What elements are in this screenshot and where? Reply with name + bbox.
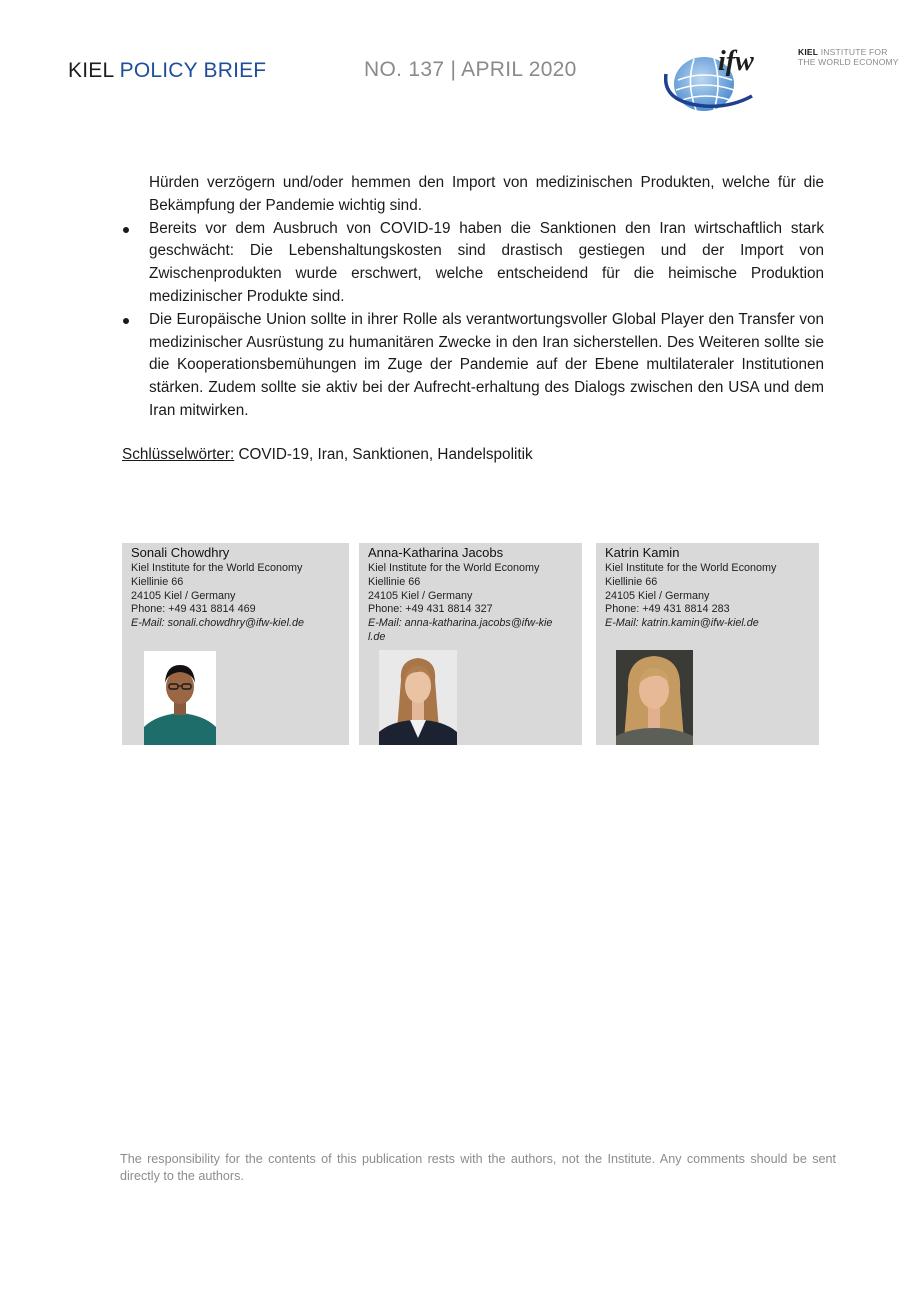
brand-prefix: KIEL xyxy=(68,59,114,82)
summary-bullets xyxy=(120,218,824,423)
keywords-label: Schlüsselwörter: xyxy=(122,446,235,463)
summary-body xyxy=(120,172,824,423)
author-contact xyxy=(605,562,805,631)
logo-line2: THE WORLD ECONOMY xyxy=(798,57,899,67)
list-item xyxy=(120,309,824,423)
author-card-kamin xyxy=(596,543,819,745)
list-item xyxy=(120,218,824,309)
author-name: Anna-Katharina Jacobs xyxy=(368,545,504,560)
author-card-chowdhry xyxy=(122,543,349,745)
bullet-icon xyxy=(123,318,129,324)
author-street: Kiellinie 66 xyxy=(131,575,184,588)
author-email[interactable]: E-Mail: sonali.chowdhry@ifw-kiel.de xyxy=(131,617,304,630)
bullet-icon xyxy=(123,227,129,233)
author-city: 24105 Kiel / Germany xyxy=(131,589,236,602)
author-card-jacobs xyxy=(359,543,582,745)
author-street: Kiellinie 66 xyxy=(605,575,658,588)
author-contact xyxy=(368,562,554,645)
author-institute: Kiel Institute for the World Economy xyxy=(368,562,540,574)
author-contact xyxy=(131,562,331,631)
author-street: Kiellinie 66 xyxy=(368,575,421,588)
author-institute: Kiel Institute for the World Economy xyxy=(131,562,303,574)
keywords xyxy=(122,446,533,464)
issue-number: NO. 137 | APRIL 2020 xyxy=(364,58,577,81)
author-email[interactable]: E-Mail: katrin.kamin@ifw-kiel.de xyxy=(605,617,759,630)
author-name: Sonali Chowdhry xyxy=(131,545,230,560)
disclaimer: The responsibility for the contents of this publication rests with the authors, not the Institute. Any comments should be sent directly to the authors. xyxy=(120,1152,836,1183)
author-photo xyxy=(616,650,693,745)
logo-line1-rest: INSTITUTE FOR xyxy=(820,47,888,57)
author-institute: Kiel Institute for the World Economy xyxy=(605,562,777,574)
bullet-text: Bereits vor dem Ausbruch von COVID-19 haben die Sanktionen den Iran wirtschaftlich stark geschwächt: Die Lebenshaltungskosten sind drastisch gestiegen und der Import von Zwischenprodukten wurde erschwert, welche entscheidend für die heimische Produktion medizinischer Produkte sind. xyxy=(149,219,824,305)
logo-wordmark xyxy=(798,47,899,67)
continued-bullet-text: Hürden verzögern und/oder hemmen den Import von medizinischen Produkten, welche für die Bekämpfung der Pandemie wichtig sind. xyxy=(149,174,824,214)
author-photo xyxy=(144,651,216,745)
logo-mark: ifw xyxy=(718,46,754,77)
author-photo xyxy=(379,650,457,745)
logo-line1-bold: KIEL xyxy=(798,47,819,57)
author-phone: Phone: +49 431 8814 469 xyxy=(131,603,256,616)
brand-accent: POLICY BRIEF xyxy=(119,59,267,82)
keywords-value: COVID-19, Iran, Sanktionen, Handelspolitik xyxy=(234,446,533,463)
author-phone: Phone: +49 431 8814 283 xyxy=(605,603,730,616)
author-city: 24105 Kiel / Germany xyxy=(368,589,473,602)
series-title xyxy=(68,59,266,83)
bullet-text: Die Europäische Union sollte in ihrer Rolle als verantwortungsvoller Global Player den Transfer von medizinischer Ausrüstung zu humanitären Zwecke in den Iran sicherstellen. Des Weiteren sollte sie die Kooperationsbemühungen im Zuge der Pandemie auf der Ebene multilateraler Institutionen stärken. Zudem sollte sie aktiv bei der Aufrecht-erhaltung des Dialogs zwischen den USA und dem Iran mitwirken. xyxy=(149,310,824,419)
author-name: Katrin Kamin xyxy=(605,545,680,560)
author-email[interactable]: E-Mail: anna-katharina.jacobs@ifw-kiel.de xyxy=(368,617,553,643)
author-phone: Phone: +49 431 8814 327 xyxy=(368,603,493,616)
author-city: 24105 Kiel / Germany xyxy=(605,589,710,602)
